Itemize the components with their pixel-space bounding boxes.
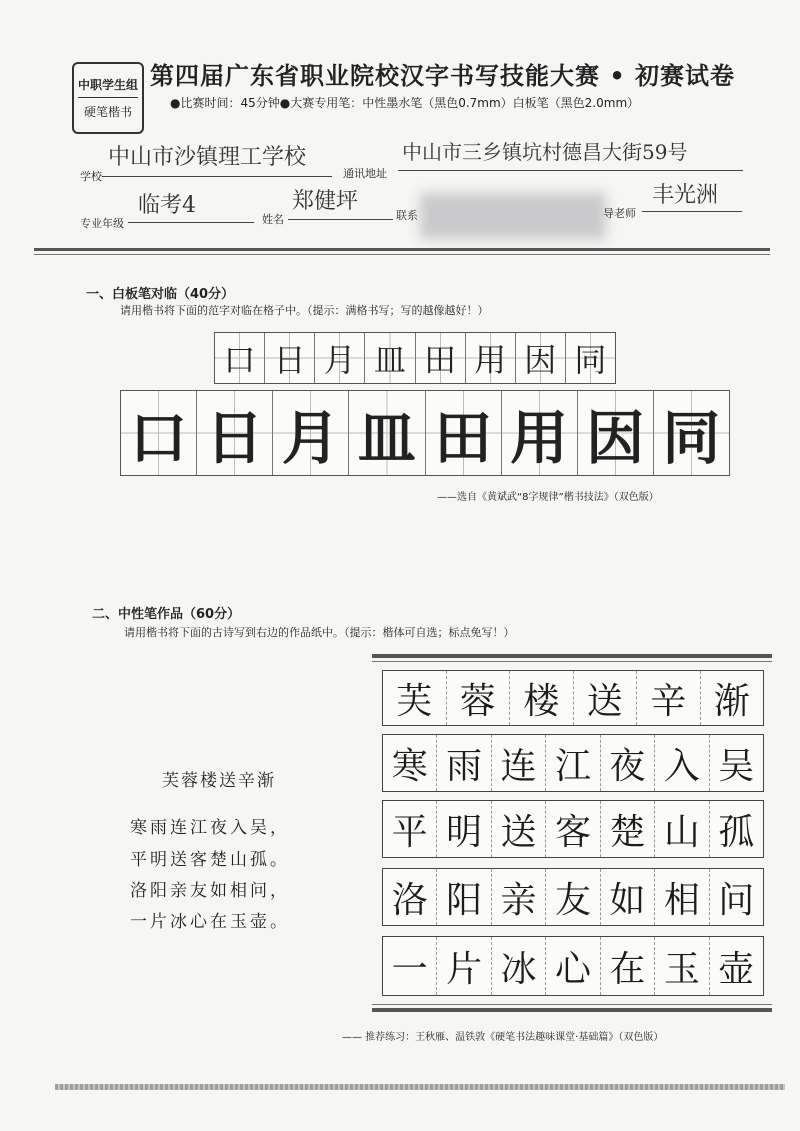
badge-category-label: 硬笔楷书 bbox=[83, 105, 132, 119]
written-char: 问 bbox=[718, 879, 755, 921]
paper-row[interactable] bbox=[382, 936, 764, 996]
poem-line: 一片冰心在玉壶。 bbox=[130, 912, 290, 932]
teacher-underline bbox=[642, 211, 742, 212]
written-char: 心 bbox=[546, 937, 600, 995]
model-char: 月 bbox=[315, 333, 365, 383]
written-char: 洛 bbox=[383, 869, 437, 925]
written-char: 客 bbox=[546, 801, 600, 857]
written-char: 送 bbox=[492, 801, 546, 857]
practice-char-cell[interactable]: 日 bbox=[197, 391, 273, 475]
written-char: 壶 bbox=[718, 948, 755, 990]
address-label: 通讯地址 bbox=[343, 167, 387, 180]
paper-row[interactable] bbox=[382, 868, 764, 926]
section1-source-note: ——选自《黄斌武“8字规律”楷书技法》（双色版） bbox=[437, 492, 659, 503]
model-char-grid bbox=[214, 332, 616, 384]
address-field[interactable]: 中山市三乡镇坑村德昌大街59号 bbox=[402, 140, 688, 164]
recommend-note: —— 推荐练习：王秋雁、温铁敦《硬笔书法趣味课堂·基础篇》（双色版） bbox=[342, 1032, 664, 1043]
poem-line: 寒雨连江夜入吴， bbox=[130, 818, 290, 838]
work-paper[interactable] bbox=[372, 654, 772, 1016]
redacted-contact-field bbox=[420, 193, 606, 239]
model-char: 口 bbox=[215, 333, 265, 383]
school-underline bbox=[102, 176, 332, 177]
practice-char-cell[interactable]: 皿 bbox=[349, 391, 425, 475]
written-char: 相 bbox=[655, 869, 709, 925]
practice-char-cell[interactable]: 田 bbox=[426, 391, 502, 475]
written-char: 孤 bbox=[718, 811, 755, 853]
model-char: 同 bbox=[566, 333, 615, 383]
written-char: 楚 bbox=[601, 801, 655, 857]
written-char: 寒 bbox=[383, 735, 437, 791]
school-field[interactable]: 中山市沙镇理工学校 bbox=[108, 145, 307, 170]
paper-row[interactable] bbox=[382, 734, 764, 792]
written-char: 如 bbox=[601, 869, 655, 925]
exam-title: 第四届广东省职业院校汉字书写技能大赛 • 初赛试卷 bbox=[150, 62, 736, 90]
section2-heading: 二、中性笔作品（60分） bbox=[92, 607, 241, 622]
model-char: 因 bbox=[516, 333, 566, 383]
model-char: 皿 bbox=[365, 333, 415, 383]
practice-char-cell[interactable]: 同 bbox=[654, 391, 729, 475]
name-field[interactable]: 郑健坪 bbox=[292, 189, 359, 214]
written-char: 明 bbox=[437, 801, 491, 857]
address-underline bbox=[398, 170, 743, 171]
written-char: 入 bbox=[655, 735, 709, 791]
written-char: 阳 bbox=[437, 869, 491, 925]
written-char: 夜 bbox=[601, 735, 655, 791]
major-underline bbox=[128, 222, 254, 223]
written-char: 雨 bbox=[437, 735, 491, 791]
written-char: 渐 bbox=[713, 680, 750, 722]
major-label: 专业年级 bbox=[80, 217, 124, 230]
practice-char-cell[interactable]: 月 bbox=[273, 391, 349, 475]
section2-instruction: 请用楷书将下面的古诗写到右边的作品纸中。（提示：楷体可自选；标点免写！） bbox=[124, 626, 515, 639]
model-char: 日 bbox=[265, 333, 315, 383]
section1-instruction: 请用楷书将下面的范字对临在格子中。（提示：满格书写；写的越像越好！） bbox=[120, 304, 489, 317]
header-divider-thin bbox=[34, 254, 770, 255]
written-char: 一 bbox=[383, 937, 437, 995]
paper-row[interactable] bbox=[382, 800, 764, 858]
written-char: 楼 bbox=[510, 671, 574, 725]
section1-heading: 一、白板笔对临（40分） bbox=[86, 287, 235, 302]
written-char: 蓉 bbox=[447, 671, 511, 725]
teacher-field[interactable]: 丰光洲 bbox=[652, 183, 719, 208]
paper-bottom-border bbox=[372, 1008, 772, 1012]
paper-top-border-thin bbox=[372, 661, 772, 662]
poem-line: 平明送客楚山孤。 bbox=[130, 850, 290, 870]
written-char: 吴 bbox=[718, 745, 755, 787]
written-char: 送 bbox=[574, 671, 638, 725]
paper-top-border bbox=[372, 654, 772, 658]
name-label: 姓名 bbox=[262, 213, 284, 226]
written-char: 芙 bbox=[383, 671, 447, 725]
exam-subtitle: ●比赛时间：45分钟●大赛专用笔：中性墨水笔（黑色0.7mm）白板笔（黑色2.0mm） bbox=[170, 96, 640, 110]
written-char: 在 bbox=[601, 937, 655, 995]
practice-char-grid[interactable] bbox=[120, 390, 730, 476]
practice-char-cell[interactable]: 用 bbox=[502, 391, 578, 475]
school-label: 学校 bbox=[80, 170, 102, 183]
written-char: 连 bbox=[492, 735, 546, 791]
written-char: 友 bbox=[546, 869, 600, 925]
major-field[interactable]: 临考4 bbox=[138, 193, 196, 218]
written-char: 山 bbox=[655, 801, 709, 857]
contact-label: 联系 bbox=[396, 209, 418, 222]
written-char: 玉 bbox=[655, 937, 709, 995]
poem-title: 芙蓉楼送辛渐 bbox=[162, 771, 276, 791]
name-underline bbox=[288, 219, 393, 220]
model-char: 用 bbox=[466, 333, 516, 383]
written-char: 辛 bbox=[637, 671, 701, 725]
paper-title-row[interactable] bbox=[382, 670, 764, 726]
written-char: 亲 bbox=[492, 869, 546, 925]
page-bottom-border bbox=[55, 1084, 785, 1090]
written-char: 平 bbox=[383, 801, 437, 857]
header-divider bbox=[34, 248, 770, 251]
model-char: 田 bbox=[416, 333, 466, 383]
badge-group-label: 中职学生组 bbox=[78, 76, 138, 98]
poem-line: 洛阳亲友如相问， bbox=[130, 881, 290, 901]
practice-char-cell[interactable]: 因 bbox=[578, 391, 654, 475]
group-badge bbox=[72, 62, 144, 134]
practice-char-cell[interactable]: 口 bbox=[121, 391, 197, 475]
written-char: 片 bbox=[437, 937, 491, 995]
teacher-label: 导老师 bbox=[603, 207, 636, 220]
written-char: 江 bbox=[546, 735, 600, 791]
paper-bottom-border-thin bbox=[372, 1004, 772, 1005]
written-char: 冰 bbox=[492, 937, 546, 995]
